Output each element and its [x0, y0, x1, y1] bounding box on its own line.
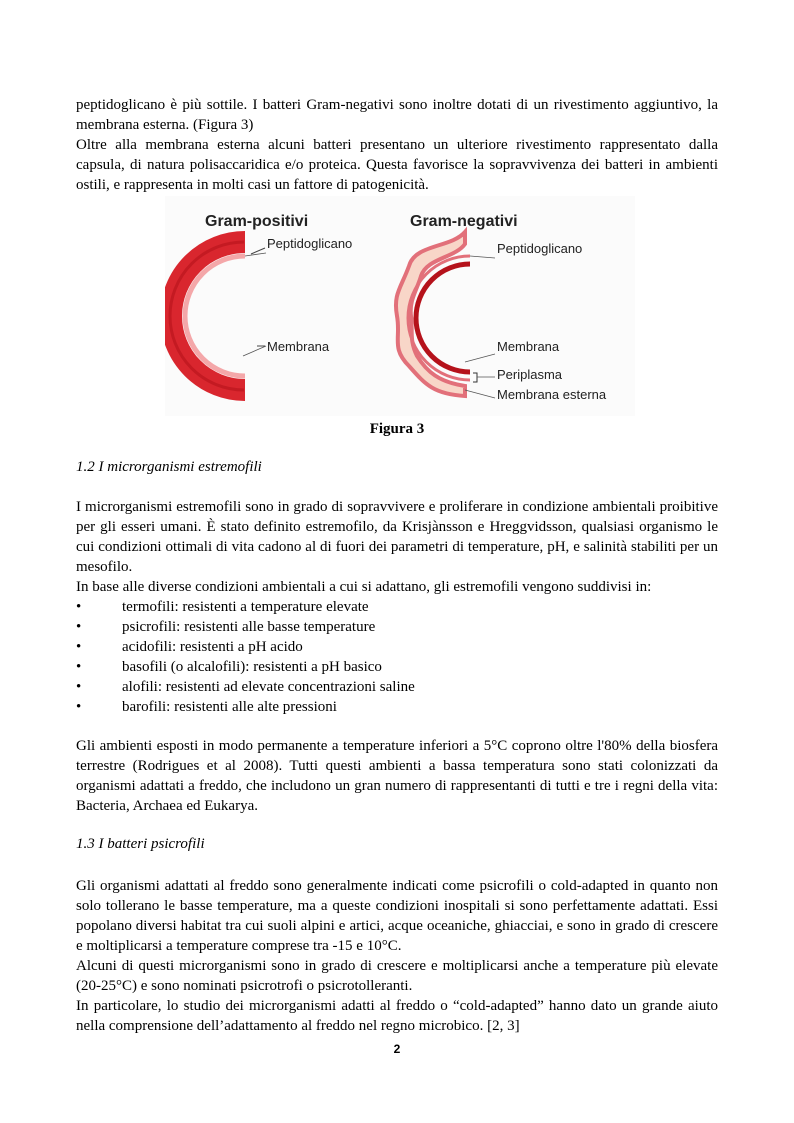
bullet-icon: • [76, 599, 82, 615]
section-1-3-paragraph-3: In particolare, lo studio dei microrganismi adatti al freddo o “cold-adapted” hanno dato un grande aiuto nella comprensione dell’adattamento al freddo nel regno microbico. [2, 3] [76, 998, 718, 1034]
bullet-icon: • [76, 679, 82, 695]
neg-peptidoglycan-label: Peptidoglicano [497, 241, 583, 256]
section-1-2-paragraph-2: In base alle diverse condizioni ambientali a cui si adattano, gli estremofili vengono suddivisi in: [76, 579, 652, 595]
intro-paragraph-1: peptidoglicano è più sottile. I batteri Gram-negativi sono inoltre dotati di un rivestimento aggiuntivo, la membrana esterna. (Figura 3) [76, 97, 718, 133]
list-item [76, 637, 718, 657]
pos-membrane-label: Membrana [267, 339, 330, 354]
list-item [76, 677, 718, 697]
gram-wall-diagram [165, 196, 635, 416]
extremophile-list [76, 597, 718, 717]
section-1-2-heading: 1.2 I microrganismi estremofili [76, 459, 262, 475]
gram-negative-title: Gram-negativi [410, 213, 518, 230]
neg-membrane-label: Membrana [497, 339, 560, 354]
figure-caption: Figura 3 [369, 421, 425, 437]
intro-paragraph-2: Oltre alla membrana esterna alcuni batteri presentano un ulteriore rivestimento rappresentato dalla capsula, di natura polisaccaridica e/o proteica. Questa favorisce la sopravvivenza dei batteri in ambienti ostili, e rappresenta in molti casi un fattore di patogenicità. [76, 137, 718, 193]
gram-positive-title: Gram-positivi [205, 213, 309, 230]
list-item-text: termofili: resistenti a temperature elevate [122, 599, 369, 615]
section-1-3-heading: 1.3 I batteri psicrofili [76, 836, 205, 852]
list-item [76, 657, 718, 677]
section-1-3-paragraph-1: Gli organismi adattati al freddo sono generalmente indicati come psicrofili o cold-adapted in quanto non solo tollerano le basse temperature, ma a queste condizioni inospitali si sono perfettamente adattati. Essi popolano diversi habitat tra cui suoli alpini e artici, acque oceaniche, ghiacciai, e sono in grado di crescere e moltiplicarsi a temperature comprese tra -15 e 10°C. [76, 878, 718, 954]
list-item-text: psicrofili: resistenti alle basse temperature [122, 619, 376, 635]
bullet-icon: • [76, 639, 82, 655]
list-item [76, 617, 718, 637]
bullet-icon: • [76, 619, 82, 635]
list-item-text: barofili: resistenti alle alte pressioni [122, 699, 337, 715]
pos-peptidoglycan-label: Peptidoglicano [267, 236, 353, 251]
list-item-text: acidofili: resistenti a pH acido [122, 639, 303, 655]
section-1-3-paragraph-2: Alcuni di questi microrganismi sono in grado di crescere e moltiplicarsi anche a temperature più elevate (20-25°C) e sono nominati psicrotrofi o psicrotolleranti. [76, 958, 718, 994]
list-item [76, 597, 718, 617]
neg-outer-membrane-label: Membrana esterna [497, 387, 607, 402]
section-1-2-paragraph-3: Gli ambienti esposti in modo permanente a temperature inferiori a 5°C coprono oltre l'80% della biosfera terrestre (Rodrigues et al 2008). Tutti questi ambienti a bassa temperatura sono stati colonizzati da organismi adattati a freddo, che includono un gran numero di rappresentanti di tutti e tre i regni della vita: Bacteria, Archaea ed Eukarya. [76, 738, 718, 814]
section-1-2-paragraph-1: I microrganismi estremofili sono in grado di sopravvivere e proliferare in condizione ambientali proibitive per gli esseri umani. È stato definito estremofilo, da Krisjànsson e Hreggvidsson, qualsiasi organismo le cui condizioni ottimali di vita cadono al di fuori dei parametri di temperature, pH, e salinità stabiliti per un mesofilo. [76, 499, 718, 575]
list-item-text: basofili (o alcalofili): resistenti a pH basico [122, 659, 382, 675]
list-item-text: alofili: resistenti ad elevate concentrazioni saline [122, 679, 415, 695]
figure-gram-wall [165, 196, 635, 416]
list-item [76, 697, 718, 717]
page-number: 2 [393, 1042, 401, 1056]
bullet-icon: • [76, 699, 82, 715]
neg-periplasm-label: Periplasma [497, 367, 563, 382]
bullet-icon: • [76, 659, 82, 675]
